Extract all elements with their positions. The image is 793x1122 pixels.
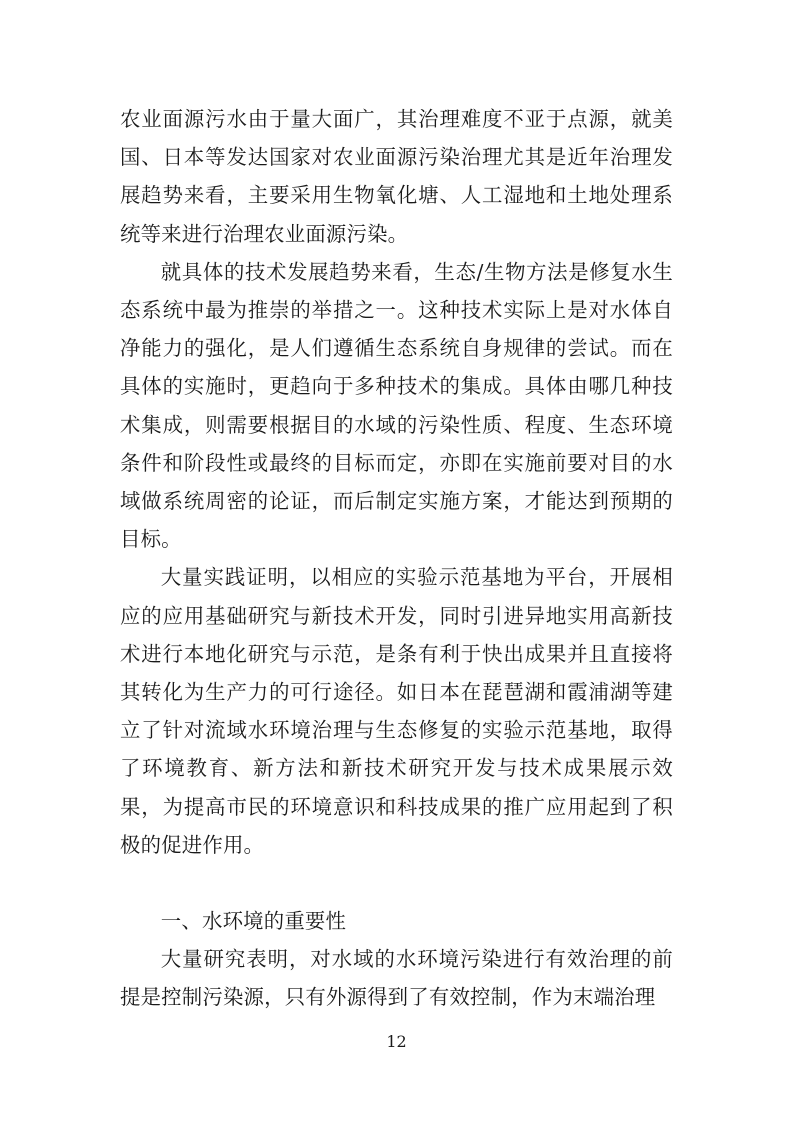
body-paragraph: 大量研究表明，对水域的水环境污染进行有效治理的前提是控制污染源，只有外源得到了有效控制，作为末端治理 bbox=[120, 947, 673, 1010]
page-number: 12 bbox=[386, 1032, 407, 1051]
body-paragraph: 大量实践证明，以相应的实验示范基地为平台，开展相应的应用基础研究与新技术开发，同时引进异地实用高新技术进行本地化研究与示范，是条有利于快出成果并且直接将其转化为生产力的可行途径。如日本在琵琶湖和霞浦湖等建立了针对流域水环境治理与生态修复的实验示范基地，取得了环境教育、新方法和新技术研究开发与技术成果展示效果，为提高市民的环境意识和科技成果的推广应用起到了积极的促进作用。 bbox=[120, 565, 673, 857]
body-paragraph: 就具体的技术发展趋势来看，生态/生物方法是修复水生态系统中最为推崇的举措之一。这种技术实际上是对水体自净能力的强化，是人们遵循生态系统自身规律的尝试。而在具体的实施时，更趋向于多种技术的集成。具体由哪几种技术集成，则需要根据目的水域的污染性质、程度、生态环境条件和阶段性或最终的目标而定，亦即在实施前要对目的水域做系统周密的论证，而后制定实施方案，才能达到预期的目标。 bbox=[120, 259, 673, 552]
body-paragraph: 农业面源污水由于量大面广，其治理难度不亚于点源，就美国、日本等发达国家对农业面源污染治理尤其是近年治理发展趋势来看，主要采用生物氧化塘、人工湿地和土地处理系统等来进行治理农业面源污染。 bbox=[120, 107, 673, 246]
document-body bbox=[120, 100, 673, 1017]
section-heading: 一、水环境的重要性 bbox=[160, 909, 347, 934]
